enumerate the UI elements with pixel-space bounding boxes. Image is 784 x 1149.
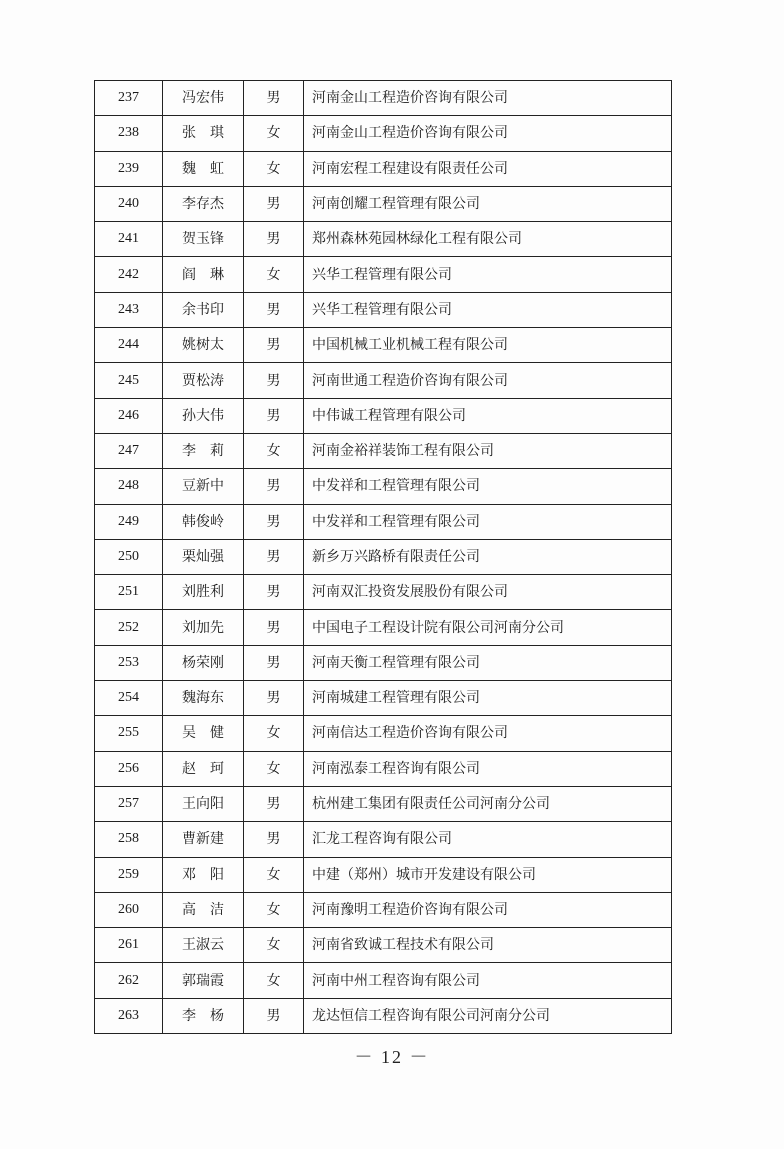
person-name: 李杨 <box>163 998 244 1033</box>
row-number: 239 <box>95 151 163 186</box>
row-number: 244 <box>95 328 163 363</box>
person-name: 赵珂 <box>163 751 244 786</box>
person-name: 刘加先 <box>163 610 244 645</box>
table-row <box>95 857 672 892</box>
person-name: 魏虹 <box>163 151 244 186</box>
gender: 男 <box>244 398 304 433</box>
row-number: 255 <box>95 716 163 751</box>
organization: 河南天衡工程管理有限公司 <box>304 645 672 680</box>
row-number: 241 <box>95 222 163 257</box>
table-row <box>95 681 672 716</box>
gender: 男 <box>244 186 304 221</box>
organization: 河南金山工程造价咨询有限公司 <box>304 81 672 116</box>
row-number: 249 <box>95 504 163 539</box>
row-number: 252 <box>95 610 163 645</box>
person-name: 孙大伟 <box>163 398 244 433</box>
roster-table <box>94 80 672 1034</box>
organization: 兴华工程管理有限公司 <box>304 292 672 327</box>
row-number: 257 <box>95 786 163 821</box>
organization: 河南中州工程咨询有限公司 <box>304 963 672 998</box>
table-row <box>95 786 672 821</box>
person-name: 魏海东 <box>163 681 244 716</box>
gender: 女 <box>244 892 304 927</box>
gender: 男 <box>244 610 304 645</box>
organization: 河南金山工程造价咨询有限公司 <box>304 116 672 151</box>
person-name: 刘胜利 <box>163 575 244 610</box>
organization: 河南双汇投资发展股份有限公司 <box>304 575 672 610</box>
table-row <box>95 186 672 221</box>
person-name: 豆新中 <box>163 469 244 504</box>
row-number: 245 <box>95 363 163 398</box>
gender: 男 <box>244 998 304 1033</box>
person-name: 郭瑞霞 <box>163 963 244 998</box>
table-row <box>95 645 672 680</box>
gender: 男 <box>244 469 304 504</box>
organization: 中国电子工程设计院有限公司河南分公司 <box>304 610 672 645</box>
organization: 中发祥和工程管理有限公司 <box>304 469 672 504</box>
row-number: 254 <box>95 681 163 716</box>
gender: 男 <box>244 681 304 716</box>
organization: 龙达恒信工程咨询有限公司河南分公司 <box>304 998 672 1033</box>
person-name: 余书印 <box>163 292 244 327</box>
table-row <box>95 892 672 927</box>
person-name: 冯宏伟 <box>163 81 244 116</box>
gender: 男 <box>244 292 304 327</box>
organization: 中建（郑州）城市开发建设有限公司 <box>304 857 672 892</box>
row-number: 240 <box>95 186 163 221</box>
gender: 男 <box>244 645 304 680</box>
gender: 女 <box>244 963 304 998</box>
organization: 郑州森林苑园林绿化工程有限公司 <box>304 222 672 257</box>
gender: 男 <box>244 504 304 539</box>
organization: 河南城建工程管理有限公司 <box>304 681 672 716</box>
person-name: 韩俊岭 <box>163 504 244 539</box>
table-row <box>95 575 672 610</box>
organization: 杭州建工集团有限责任公司河南分公司 <box>304 786 672 821</box>
table-row <box>95 716 672 751</box>
row-number: 237 <box>95 81 163 116</box>
page-number: － 12 － <box>354 1047 430 1067</box>
gender: 男 <box>244 575 304 610</box>
row-number: 251 <box>95 575 163 610</box>
gender: 女 <box>244 751 304 786</box>
organization: 河南豫明工程造价咨询有限公司 <box>304 892 672 927</box>
table-row <box>95 363 672 398</box>
table-row <box>95 398 672 433</box>
gender: 男 <box>244 222 304 257</box>
person-name: 贾松涛 <box>163 363 244 398</box>
row-number: 250 <box>95 539 163 574</box>
row-number: 247 <box>95 433 163 468</box>
row-number: 259 <box>95 857 163 892</box>
organization: 兴华工程管理有限公司 <box>304 257 672 292</box>
roster-table-body <box>95 81 672 1034</box>
organization: 河南世通工程造价咨询有限公司 <box>304 363 672 398</box>
row-number: 246 <box>95 398 163 433</box>
gender: 男 <box>244 822 304 857</box>
gender: 女 <box>244 433 304 468</box>
table-row <box>95 257 672 292</box>
table-row <box>95 328 672 363</box>
person-name: 高洁 <box>163 892 244 927</box>
gender: 女 <box>244 716 304 751</box>
organization: 新乡万兴路桥有限责任公司 <box>304 539 672 574</box>
gender: 男 <box>244 363 304 398</box>
person-name: 姚树太 <box>163 328 244 363</box>
table-row <box>95 504 672 539</box>
table-row <box>95 928 672 963</box>
table-row <box>95 822 672 857</box>
row-number: 256 <box>95 751 163 786</box>
organization: 河南信达工程造价咨询有限公司 <box>304 716 672 751</box>
person-name: 栗灿强 <box>163 539 244 574</box>
organization: 河南宏程工程建设有限责任公司 <box>304 151 672 186</box>
person-name: 李莉 <box>163 433 244 468</box>
person-name: 邓阳 <box>163 857 244 892</box>
gender: 男 <box>244 81 304 116</box>
gender: 男 <box>244 539 304 574</box>
table-row <box>95 433 672 468</box>
gender: 女 <box>244 257 304 292</box>
organization: 河南创耀工程管理有限公司 <box>304 186 672 221</box>
table-row <box>95 151 672 186</box>
row-number: 248 <box>95 469 163 504</box>
organization: 河南金裕祥装饰工程有限公司 <box>304 433 672 468</box>
row-number: 253 <box>95 645 163 680</box>
row-number: 238 <box>95 116 163 151</box>
person-name: 张琪 <box>163 116 244 151</box>
organization: 汇龙工程咨询有限公司 <box>304 822 672 857</box>
table-row <box>95 81 672 116</box>
table-row <box>95 610 672 645</box>
table-row <box>95 539 672 574</box>
table-row <box>95 292 672 327</box>
person-name: 李存杰 <box>163 186 244 221</box>
gender: 女 <box>244 151 304 186</box>
gender: 男 <box>244 786 304 821</box>
table-row <box>95 963 672 998</box>
row-number: 243 <box>95 292 163 327</box>
person-name: 王向阳 <box>163 786 244 821</box>
row-number: 258 <box>95 822 163 857</box>
person-name: 吴健 <box>163 716 244 751</box>
table-row <box>95 751 672 786</box>
organization: 河南省致诚工程技术有限公司 <box>304 928 672 963</box>
table-row <box>95 998 672 1033</box>
person-name: 曹新建 <box>163 822 244 857</box>
person-name: 贺玉锋 <box>163 222 244 257</box>
gender: 女 <box>244 857 304 892</box>
organization: 河南泓泰工程咨询有限公司 <box>304 751 672 786</box>
person-name: 王淑云 <box>163 928 244 963</box>
gender: 女 <box>244 116 304 151</box>
person-name: 杨荣刚 <box>163 645 244 680</box>
organization: 中国机械工业机械工程有限公司 <box>304 328 672 363</box>
gender: 女 <box>244 928 304 963</box>
row-number: 263 <box>95 998 163 1033</box>
organization: 中发祥和工程管理有限公司 <box>304 504 672 539</box>
table-row <box>95 222 672 257</box>
person-name: 阎琳 <box>163 257 244 292</box>
table-row <box>95 469 672 504</box>
row-number: 242 <box>95 257 163 292</box>
row-number: 262 <box>95 963 163 998</box>
gender: 男 <box>244 328 304 363</box>
row-number: 260 <box>95 892 163 927</box>
table-row <box>95 116 672 151</box>
row-number: 261 <box>95 928 163 963</box>
organization: 中伟诚工程管理有限公司 <box>304 398 672 433</box>
